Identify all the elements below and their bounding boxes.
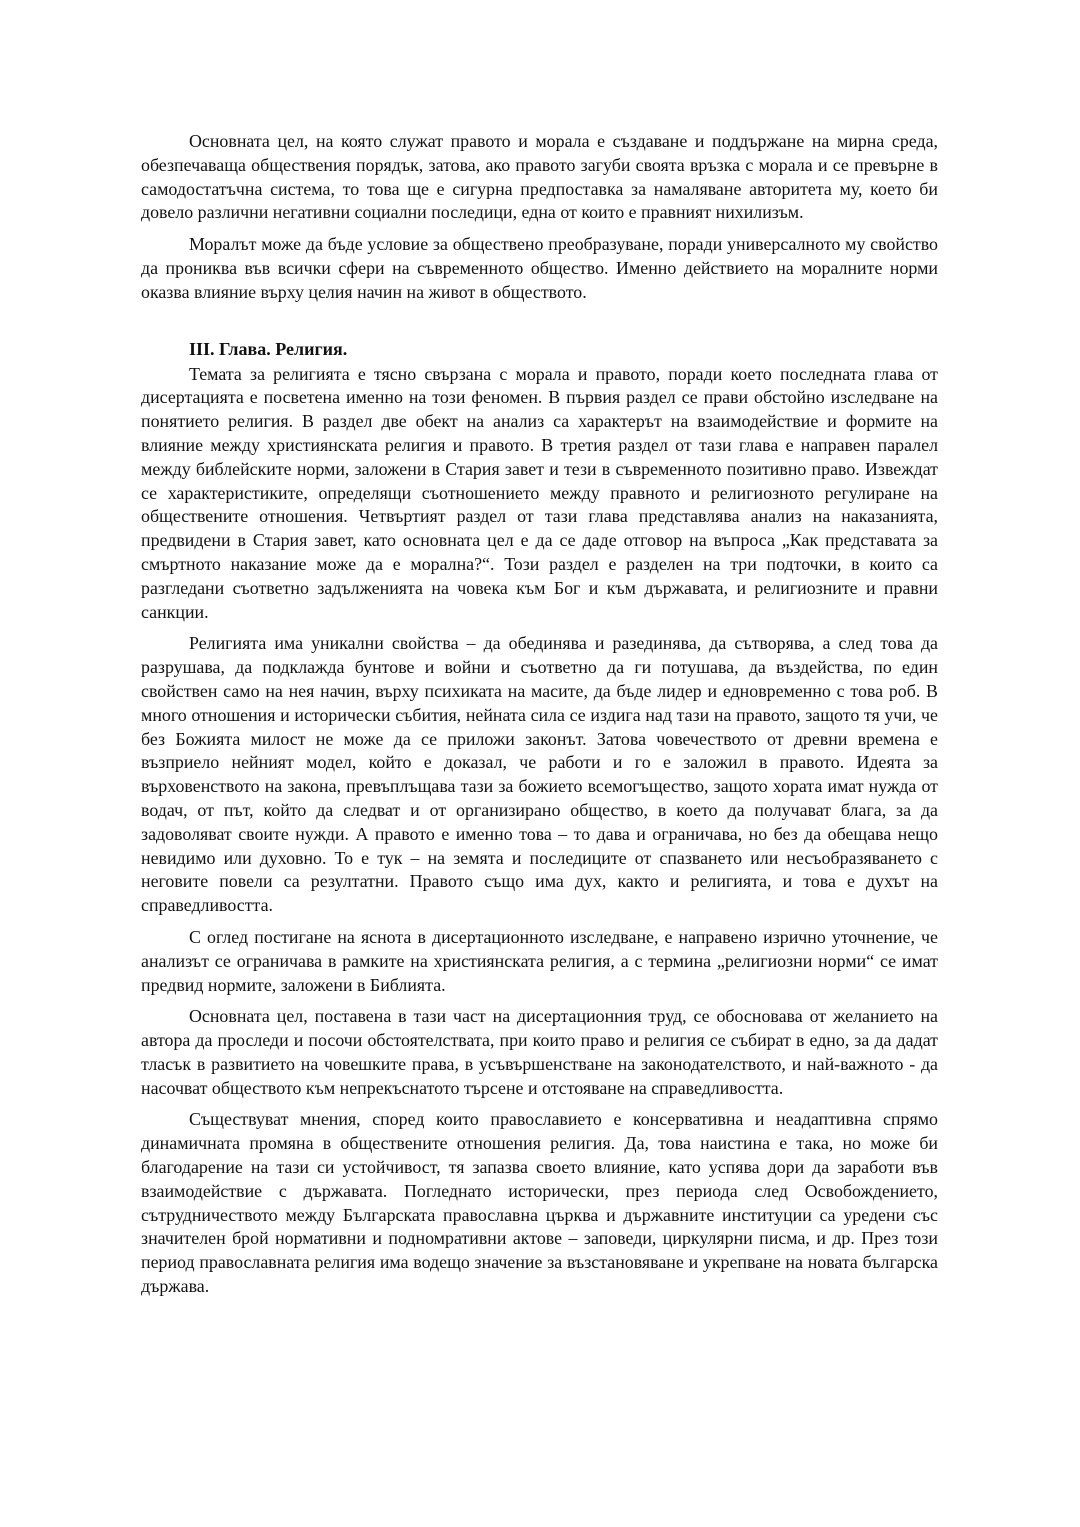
paragraph-religion-properties: Религията има уникални свойства – да обединява и разединява, да сътворява, а след това да разрушава, да подклажда бунтове и войни и съответно да ги потушава, да въздейства, по един свойствен само на нея начин, върху психиката на масите, да бъде лидер и едновременно с това роб. В много отношения и исторически събития, нейната сила се издига над тази на правото, защото тя учи, че без Божията милост не може да се приложи законът. Затова човечеството от древни времена е възприело нейният модел, който е доказал, че работи и го е заложил в правото. Идеята за върховенството на закона, превъплъщава тази за божието всемогъщество, защото хората имат нужда от водач, от път, който да следват и от организирано общество, в което да получават блага, за да задоволяват своите нужди. А правото е именно това – то дава и ограничава, но без да обещава нещо невидимо или духовно. То е тук – на земята и последиците от спазването или несъобразяването с неговите повели са резултатни. Правото също има дух, както и религията, и това е духът на справедливостта. [141,633,938,916]
paragraph-scope-clarification: С оглед постигане на яснота в дисертационното изследване, е направено изрично уточнение, че анализът се ограничава в рамките на християнската религия, а с термина „религиозни норми“ се имат предвид нормите, заложени в Библията. [141,926,938,995]
paragraph-orthodoxy-history: Съществуват мнения, според които православието е консервативна и неадаптивна спрямо динамичната промяна в обществените отношения религия. Да, това наистина е така, но може би благодарение на тази си устойчивост, тя запазва своето влияние, като успява дори да заработи във взаимодействие с държавата. Погледнато исторически, през периода след Освобождението, сътрудничеството между Българската православна църква и държавните институции са уредени със значителен брой нормативни и подномративни актове – заповеди, циркулярни писма, и др. През този период православната религия има водещо значение за възстановяване и укрепване на новата българска държава. [141,1109,938,1297]
paragraph-morality-transformation: Моралът може да бъде условие за обществено преобразуване, поради универсалното му свойство да прониква във всички сфери на съвременното общество. Именно действието на моралните норми оказва влияние върху целия начин на живот в обществото. [141,234,938,302]
paragraph-law-morality-goal: Основната цел, на която служат правото и морала е създаване и поддържане на мирна среда, обезпечаваща обществения порядък, затова, ако правото загуби своята връзка с морала и се превърне в самодостатъчна система, то това ще е сигурна предпоставка за намаляване авторитета му, което би довело различни негативни социални последици, една от които е правният нихилизъм. [141,131,938,223]
section-spacer [141,305,938,337]
paragraph-chapter-overview: Темата за религията е тясно свързана с морала и правото, поради което последната глава от дисертацията е посветена именно на този феномен. В първия раздел се прави обстойно изследване на понятието религия. В раздел две обект на анализ са характерът на взаимодействие и формите на влияние между християнската религия и правото. В третия раздел от тази глава е направен паралел между библейските норми, заложени в Стария завет и тези в съвременното позитивно право. Извеждат се характеристиките, определящи съотношението между правното и религиозното регулиране на обществените отношения. Четвъртият раздел от тази глава представлява анализ на наказанията, предвидени в Стария завет, като основната цел е да се даде отговор на въпроса „Как представата за смъртното наказание може да е морална?“. Този раздел е разделен на три подточки, в които са разгледани съответно задълженията на човека към Бог и към държавата, и религиозните и правни санкции. [141,363,938,622]
document-page [141,130,938,1299]
chapter-heading: III. Глава. Религия. [189,338,348,359]
paragraph-main-goal: Основната цел, поставена в тази част на дисертационния труд, се обосновава от желанието на автора да проследи и посочи обстоятелствата, при които право и религия се събират в едно, за да дадат тласък в развитието на човешките права, в усъвършенстване на законодателството, и най-важното - да насочват обществото към непрекъснатото търсене и отстояване на справедливостта. [141,1006,938,1098]
